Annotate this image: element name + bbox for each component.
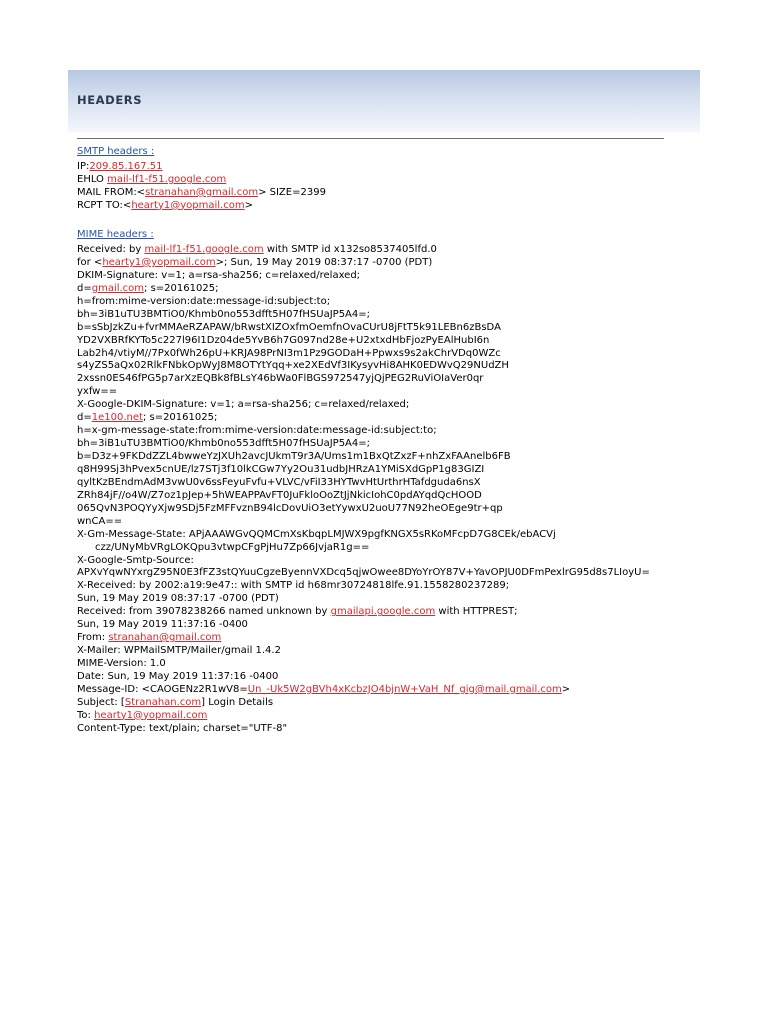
header-line <box>77 606 650 619</box>
header-link[interactable]: mail-lf1-f51.google.com <box>107 173 227 185</box>
header-text: yxfw== <box>77 386 118 398</box>
header-text: MIME-Version: 1.0 <box>77 658 166 669</box>
header-text: q8H99Sj3hPvex5cnUE/lz7STj3f10lkCGw7Yy2Ou31udbJHRzA1YMiSXdGpP1g83GIZI <box>77 463 485 475</box>
header-text: X-Received: by 2002:a19:9e47:: with SMTP id h68mr30724818lfe.91.1558280237289; <box>77 580 510 592</box>
header-text: Content-Type: text/plain; charset="UTF-8" <box>77 722 288 734</box>
smtp-section-label: SMTP headers : <box>77 146 155 157</box>
header-line <box>77 529 650 542</box>
header-text: Date: Sun, 19 May 2019 11:37:16 -0400 <box>77 670 279 682</box>
header-band <box>68 70 700 132</box>
header-text: ZRh84jF//o4W/Z7oz1pJep+5hWEAPPAvFT0JuFkloOoZtJjNkicIohC0pdAYqdQcHOOD <box>77 489 482 501</box>
header-text: qyltKzBEndmAdM3vwU0v6ssFeyuFvfu+VLVC/vFiI33HYTwvHtUrthrHTafdguda6nsX <box>77 476 481 488</box>
header-text: EHLO <box>77 173 108 185</box>
header-text: >; Sun, 19 May 2019 08:37:17 -0700 (PDT) <box>215 256 433 268</box>
header-text: h=from:mime-version:date:message-id:subject:to; <box>77 295 331 307</box>
header-text: with SMTP id x132so8537405lfd.0 <box>263 244 437 255</box>
header-text: d= <box>77 412 92 424</box>
header-text: b=D3z+9FKDdZZL4bwweYzJXUh2avcJUkmT9r3A/Ums1m1BxQtZxzF+nhZxFAAnelb6FB <box>77 451 511 462</box>
header-text: RCPT TO:< <box>77 199 132 211</box>
header-text: bh=3iB1uTU3BMTiO0/Khmb0no553dfft5H07fHSUaJP5A4=; <box>77 308 371 320</box>
header-line <box>77 671 650 684</box>
header-text: X-Gm-Message-State: APjAAAWGvQQMCmXsKbqpLMJWX9pgfKNGX5sRKoMFcpD7G8CEk/ebACVj <box>77 528 556 540</box>
header-line <box>77 619 650 632</box>
header-text: with HTTPREST; <box>435 606 518 618</box>
header-line <box>77 723 650 736</box>
header-text: 065QvN3POQYyXjw9SDj5FzMFFvznB94lcDovUiO3etYywxU2uoU77N92heOEge9tr+qp <box>77 502 503 514</box>
header-text: APXvYqwNYxrgZ95N0E3fFZ3stQYuuCgzeByennVXDcq5qjwOwee8DYoYrOY87V+YavOPJU0DFmPexlrG95d8s7LIoyU= <box>77 567 650 579</box>
header-text: Lab2h4/vtiyM//7Px0fWh26pU+KRJA98PrNI3m1Pz9GODaH+Ppwxs9s2akChrVDq0WZc <box>77 347 501 359</box>
header-line <box>77 257 650 270</box>
header-line <box>77 283 650 296</box>
header-text: bh=3iB1uTU3BMTiO0/Khmb0no553dfft5H07fHSUaJP5A4=; <box>77 438 371 450</box>
header-text: X-Mailer: WPMailSMTP/Mailer/gmail 1.4.2 <box>77 645 281 657</box>
header-line <box>77 174 326 187</box>
header-link[interactable]: hearty1@yopmail.com <box>102 256 216 268</box>
header-line <box>77 412 650 425</box>
header-text: From: <box>77 632 109 644</box>
header-line <box>77 296 650 309</box>
header-line <box>77 697 650 710</box>
header-text: for < <box>77 256 103 268</box>
header-link[interactable]: hearty1@yopmail.com <box>131 199 245 211</box>
header-link[interactable]: Stranahan.com <box>124 696 202 708</box>
header-line <box>77 373 650 386</box>
header-link[interactable]: 209.85.167.51 <box>89 161 163 172</box>
header-line <box>77 244 650 257</box>
header-text: ; s=20161025; <box>144 282 219 294</box>
header-text: MAIL FROM:< <box>77 186 146 198</box>
page-title: HEADERS <box>77 93 143 107</box>
header-line <box>77 632 650 645</box>
header-text: > <box>561 683 571 695</box>
header-line <box>77 593 650 606</box>
header-line <box>77 200 326 213</box>
header-text: ] Login Details <box>201 696 274 708</box>
header-text: X-Google-DKIM-Signature: v=1; a=rsa-sha256; c=relaxed/relaxed; <box>77 399 410 411</box>
header-line <box>77 161 326 174</box>
header-link[interactable]: stranahan@gmail.com <box>108 632 222 644</box>
header-line <box>77 360 650 373</box>
header-text: X-Google-Smtp-Source: <box>77 554 194 566</box>
header-line <box>77 451 650 464</box>
header-text: s4yZS5aQx02RlkFNbkOpWyJ8M8OTYtYqq+xe2XEdVf3IKysyvHi8AHK0EDWvQ29NUdZH <box>77 360 509 372</box>
header-text: czz/UNyMbVRgLOKQpu3vtwpCFgPjHu7Zp66JvjaR1g== <box>95 541 370 553</box>
header-line <box>77 335 650 348</box>
header-text: Received: by <box>77 244 145 255</box>
header-text: DKIM-Signature: v=1; a=rsa-sha256; c=relaxed/relaxed; <box>77 269 361 281</box>
header-line <box>77 710 650 723</box>
mime-section-label: MIME headers : <box>77 229 154 240</box>
header-line <box>77 270 650 283</box>
header-line <box>77 503 650 516</box>
header-text: 2xssn0ES46fPG5p7arXzEQBk8fBLsY46bWa0FlBGS972547yjQjPEG2RuViOIaVer0qr <box>77 373 484 385</box>
header-line <box>77 516 650 529</box>
header-text: Message-ID: <CAOGENz2R1wV8= <box>77 683 248 695</box>
header-line <box>77 555 650 568</box>
header-text: Received: from 39078238266 named unknown by <box>77 606 331 618</box>
header-line <box>77 322 650 335</box>
header-line <box>77 542 650 555</box>
header-line <box>77 477 650 490</box>
header-line <box>77 464 650 477</box>
header-line <box>77 490 650 503</box>
header-text: d= <box>77 282 92 294</box>
header-line <box>77 658 650 671</box>
header-line <box>77 187 326 200</box>
header-text: b=sSbJzkZu+fvrMMAeRZAPAW/bRwstXIZOxfmOemfnOvaCUrU8jFtT5k91LEBn6zBsDA <box>77 321 501 333</box>
header-line <box>77 438 650 451</box>
header-text: ; s=20161025; <box>142 412 218 424</box>
divider <box>77 138 664 139</box>
header-line <box>77 684 650 697</box>
header-line <box>77 399 650 412</box>
header-line <box>77 567 650 580</box>
header-line <box>77 348 650 361</box>
smtp-header-list <box>77 161 326 213</box>
header-link[interactable]: mail-lf1-f51.google.com <box>144 244 264 255</box>
header-link[interactable]: gmailapi.google.com <box>330 606 436 618</box>
header-text: Sun, 19 May 2019 08:37:17 -0700 (PDT) <box>77 593 279 605</box>
header-text: Sun, 19 May 2019 11:37:16 -0400 <box>77 619 248 631</box>
header-text: h=x-gm-message-state:from:mime-version:date:message-id:subject:to; <box>77 425 437 437</box>
header-text: IP: <box>77 161 90 172</box>
header-text: To: <box>77 709 95 721</box>
header-line <box>77 580 650 593</box>
mime-header-list <box>77 244 650 736</box>
header-text: > <box>244 199 253 211</box>
header-text: wnCA== <box>77 515 123 527</box>
header-line <box>77 309 650 322</box>
header-text: > SIZE=2399 <box>258 186 326 198</box>
header-text: YD2VXBRfKYTo5c227l96I1Dz04de5YvB6h7G097nd28e+U2xtxdHbFjozPyEAlHubI6n <box>77 334 490 346</box>
header-line <box>77 645 650 658</box>
header-link[interactable]: 1e100.net <box>91 412 143 424</box>
header-link[interactable]: gmail.com <box>91 282 145 294</box>
header-link[interactable]: hearty1@yopmail.com <box>94 709 208 721</box>
header-line <box>77 425 650 438</box>
header-link[interactable]: Un_-Uk5W2gBVh4xKcbzJO4bjnW+VaH_Nf_gig@mail.gmail.com <box>247 683 562 695</box>
header-link[interactable]: stranahan@gmail.com <box>145 186 259 198</box>
header-line <box>77 386 650 399</box>
header-text: Subject: [ <box>77 696 125 708</box>
